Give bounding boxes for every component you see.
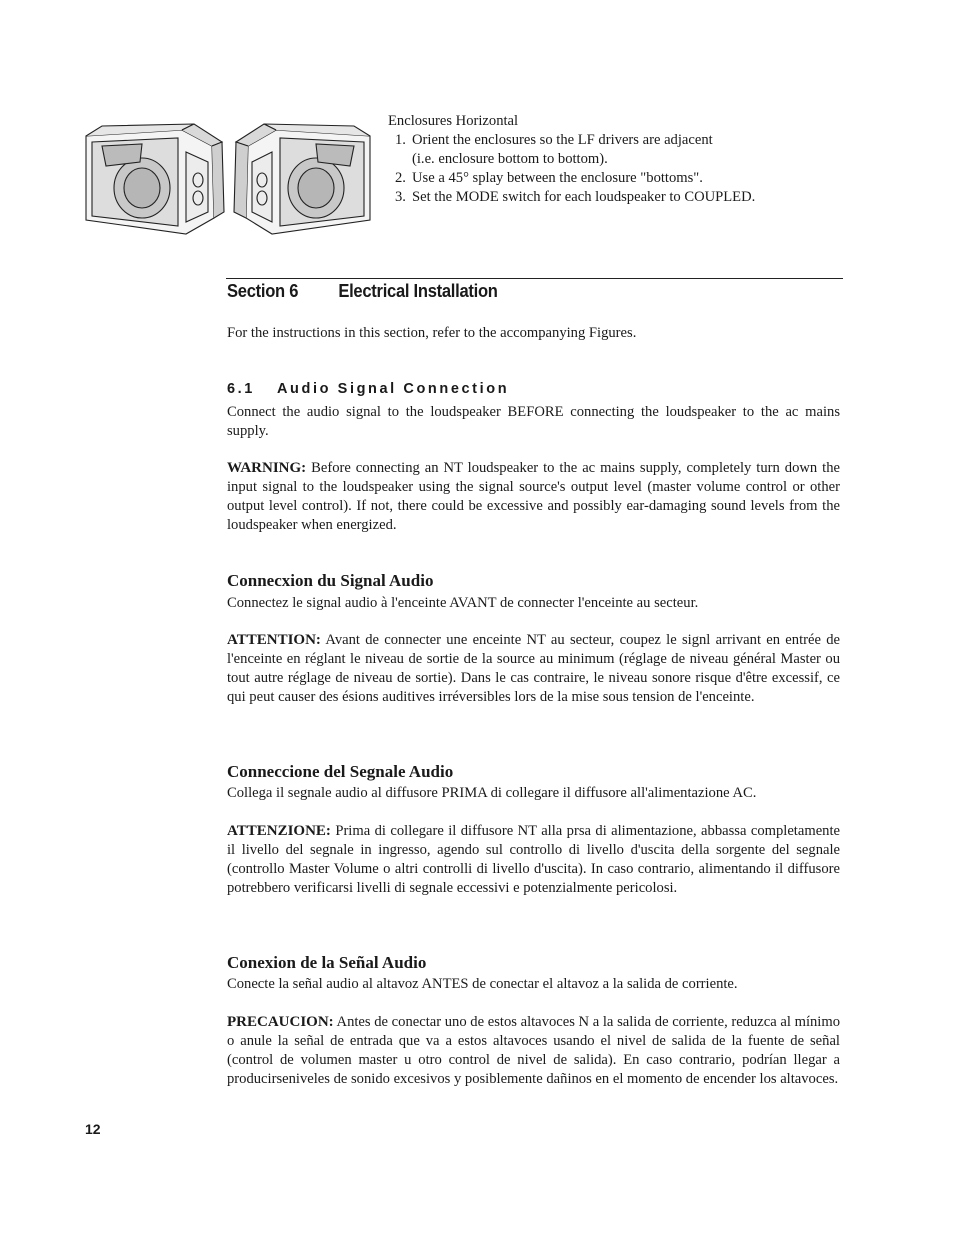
italian-warning [227,822,840,898]
enclosures-horizontal-instructions [388,112,755,207]
warning-label: ATTENTION: [227,632,321,648]
italian-block [227,784,840,898]
warning-label: ATTENZIONE: [227,823,331,839]
italian-para: Collega il segnale audio al diffusore PRIMA di collegare il diffusore all'alimentazione AC. [227,785,757,801]
french-heading: Connecxion du Signal Audio [227,571,434,590]
warning-text: Prima di collegare il diffusore NT alla prsa di alimentazione, abbassa completamente il livello del segnale in ingresso, agendo sul controllo di livello d'uscita della sorgente del segnale (controllo Master Volume o altri controlli di livello d'uscita). In caso contrario, alimentando il diffusore potrebbero verificarsi livelli di segnale eccessivi e potenzialmente pericolosi. [227,823,840,896]
french-warning [227,631,840,707]
section-title: Electrical Installation [338,281,498,301]
warning-label: WARNING: [227,460,307,476]
subsection-title: Audio Signal Connection [276,381,510,397]
spanish-para: Conecte la señal audio al altavoz ANTES de conectar el altavoz a la salida de corriente. [227,976,738,992]
section-divider [226,278,843,279]
list-item: 3. Set the MODE switch for each loudspeaker to COUPLED. [395,189,756,205]
list-item: 1. Orient the enclosures so the LF drivers are adjacent [395,132,713,148]
spanish-block [227,975,840,1089]
page-number: 12 [85,1121,101,1137]
subsection-number: 6.1 [227,381,255,397]
italian-heading: Conneccione del Segnale Audio [227,762,454,781]
section-intro-text: For the instructions in this section, refer to the accompanying Figures. [227,325,637,341]
section-heading [227,281,498,302]
english-para: Connect the audio signal to the loudspeaker BEFORE connecting the loudspeaker to the ac mains supply. [227,404,840,439]
warning-label: PRECAUCION: [227,1014,334,1030]
warning-text: Antes de conectar uno de estos altavoces N a la salida de corriente, reduzca al mínimo o anule la señal de entrada que va a estos altavoces usando el nivel de salida de la fuente de señal (control de volumen master u otro control de nivel de salida). En caso contrario, podrían llegar a producirseniveles de sonido excesivos y posiblemente dañinos en el momento de encender los altavoces. [227,1014,840,1087]
subsection-heading [227,381,509,397]
section-intro [227,324,840,343]
english-warning [227,459,840,535]
warning-text: Before connecting an NT loudspeaker to the ac mains supply, completely turn down the input signal to the loudspeaker using the signal source's output level (master volume control or other output level control). If not, there could be excessive and possibly ear-damaging sound levels from the loudspeaker when energized. [227,460,840,533]
english-block [227,403,840,535]
instructions-list [388,131,755,207]
list-item: 2. Use a 45° splay between the enclosure "bottoms". [395,170,703,186]
instructions-title: Enclosures Horizontal [388,113,519,129]
french-para: Connectez le signal audio à l'enceinte AVANT de connecter l'enceinte au secteur. [227,595,699,611]
spanish-heading: Conexion de la Señal Audio [227,953,427,972]
list-item: (i.e. enclosure bottom to bottom). [412,151,608,167]
french-block [227,594,840,707]
warning-text: Avant de connecter une enceinte NT au secteur, coupez le signl arrivant en entrée de l'enceinte en réglant le niveau de sortie de la source au minimum (réglage de niveau général Master ou tout autre réglage de niveau de sortie). Dans le cas contraire, le niveau sonore risque d'être excessif, ce qui peut causer des ésions auditives irréversibles lors de la mise sous tension de l'enceinte. [227,632,840,705]
spanish-warning [227,1013,840,1089]
section-number: Section 6 [227,281,299,301]
enclosures-horizontal-figure [82,122,374,238]
